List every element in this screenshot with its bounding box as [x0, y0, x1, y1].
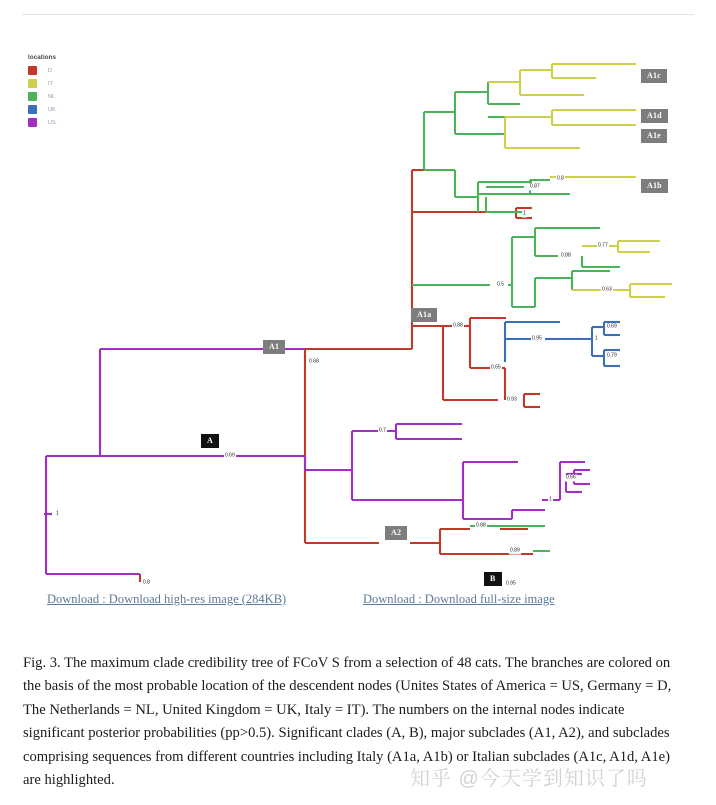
- pp-label: 0.69: [225, 452, 235, 459]
- pp-label: 0.88: [476, 522, 486, 529]
- pp-label: 0.95: [532, 335, 542, 342]
- pp-label: 0.69: [607, 323, 617, 330]
- pp-label: 0.93: [507, 396, 517, 403]
- clade-box-a1c: A1c: [641, 69, 667, 83]
- legend-title: locations: [28, 54, 57, 61]
- figure-caption: Fig. 3. The maximum clade credibility tree of FCoV S from a selection of 48 cats. The branches are colored on the basis of the most probable location of the descendent nodes (Unites States of America = US, Germany = D, The Netherlands = NL, United Kingdom = UK, Italy = IT). The numbers on the internal nodes indicate significant posterior probabilities (pp>0.5). Significant clades (A, B), major subclades (A1, A2), and subclades comprising sequences from different countries including Italy (A1a, A1b) or Italian subclades (A1c, A1d, A1e) are highlighted.: [23, 655, 672, 789]
- legend-label-UK: UK: [48, 106, 56, 113]
- phylogenetic-tree-figure: [0, 22, 716, 587]
- watermark: 知乎 @今天学到知识了吗: [410, 768, 648, 790]
- legend-label-NL: NL: [48, 93, 56, 100]
- download-high-res-link[interactable]: Download : Download high-res image (284KB): [47, 592, 287, 606]
- pp-label: 0.88: [453, 322, 463, 329]
- pp-label: 1: [549, 496, 552, 503]
- legend-label-D: D: [48, 67, 53, 74]
- pp-label: 0.68: [309, 358, 319, 365]
- pp-label: 0.89: [510, 547, 520, 554]
- pp-label: 0.87: [530, 183, 540, 190]
- pp-label: 0.79: [607, 352, 617, 359]
- clade-box-a1d: A1d: [641, 109, 668, 123]
- top-divider: [22, 14, 694, 15]
- pp-label: 0.7: [379, 427, 386, 434]
- clade-box-b: B: [484, 572, 502, 586]
- pp-label: 0.65: [491, 364, 501, 371]
- clade-box-a: A: [201, 434, 219, 448]
- download-links: [0, 592, 716, 616]
- clade-box-a2: A2: [385, 526, 407, 540]
- pp-label: 0.66: [566, 474, 576, 481]
- pp-label: 0.77: [598, 242, 608, 249]
- clade-box-a1b: A1b: [641, 179, 668, 193]
- pp-label: 1: [56, 510, 59, 517]
- pp-label: 0.5: [497, 281, 504, 288]
- clade-box-a1: A1: [263, 340, 285, 354]
- legend-label-IT: IT: [48, 80, 53, 87]
- pp-label: 0.63: [602, 286, 612, 293]
- tree-branches: [0, 22, 716, 582]
- legend-label-US: US: [48, 119, 56, 126]
- pp-label: 0.88: [561, 252, 571, 259]
- pp-label: 0.8: [143, 579, 150, 586]
- clade-box-a1e: A1e: [641, 129, 667, 143]
- pp-label: 0.8: [557, 175, 564, 182]
- download-full-size-link[interactable]: Download : Download full-size image: [363, 592, 555, 606]
- pp-label: 0.95: [506, 580, 516, 587]
- pp-label: 1: [523, 210, 526, 217]
- clade-box-a1a: A1a: [411, 308, 437, 322]
- pp-label: 1: [595, 335, 598, 342]
